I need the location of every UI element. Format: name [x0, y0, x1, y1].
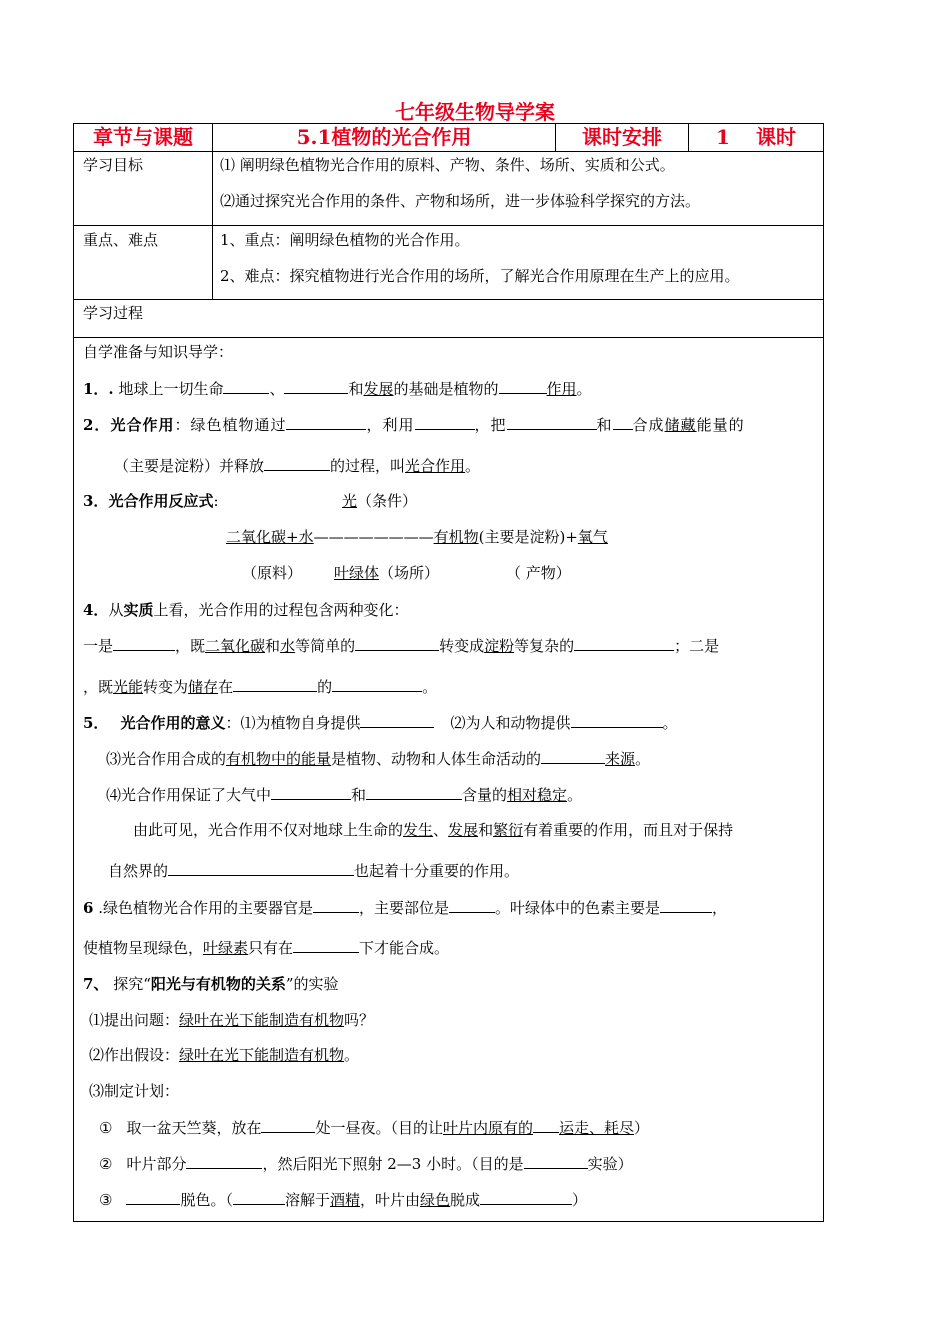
q7-underlined: 绿叶在光下能制造有机物 [179, 1011, 345, 1029]
place-label: （场所） [379, 564, 440, 582]
q5-text: 是植物、动物和人体生命活动的 [331, 750, 542, 768]
question-5 [83, 712, 678, 733]
q4-text: 。 [422, 678, 438, 696]
blank [524, 1153, 588, 1169]
intro-text: 自学准备与知识导学： [83, 343, 234, 361]
question-number: 2． [83, 416, 111, 434]
blank [499, 378, 547, 394]
focus-item: 1、重点：阐明绿色植物的光合作用。 [220, 231, 470, 249]
q1-underlined: 发展 [363, 380, 394, 398]
q6-text: 。叶绿体中的色素主要是 [495, 899, 661, 917]
q7-underlined: 运走、耗尽 [559, 1119, 635, 1137]
question-number: 4． [83, 601, 109, 619]
q6-underlined: 叶绿素 [203, 939, 249, 957]
q7-text: ） [572, 1191, 588, 1209]
q7-step-2 [89, 1045, 359, 1065]
blank [332, 676, 422, 692]
q4-underlined: 二氧化碳 [205, 637, 266, 655]
objectives-label: 学习目标 [83, 156, 144, 174]
blank [223, 378, 269, 394]
q4-text: 和 [265, 637, 281, 655]
q5-underlined: 发展 [448, 821, 479, 839]
equation-product: 氧气 [577, 528, 608, 546]
q5-underlined: 发生 [403, 821, 434, 839]
header-row [74, 124, 823, 152]
blank [313, 897, 359, 913]
question-3 [83, 491, 219, 511]
periods-value [689, 124, 823, 151]
question-1 [83, 378, 592, 399]
equation-text: (主要是淀粉)+ [478, 528, 578, 546]
q2-title: 光合作用 [110, 416, 175, 434]
q4-text: ；二是 [674, 637, 720, 655]
blank [449, 897, 495, 913]
q4-text: ，既 [175, 637, 206, 655]
question-2-line2 [114, 455, 480, 476]
question-number: 3． [83, 492, 109, 510]
question-4 [83, 600, 408, 620]
blank [261, 1117, 315, 1133]
blank [533, 1117, 559, 1133]
q2-text: 的过程，叫 [330, 457, 406, 475]
question-number: 1．. [83, 380, 114, 398]
q5-text: 。 [662, 714, 678, 732]
q2-text: 。 [465, 457, 481, 475]
blank [293, 937, 359, 953]
q6-text: ，主要部位是 [358, 899, 449, 917]
condition-label: （条件） [357, 492, 418, 510]
q7-text: 吗？ [344, 1011, 375, 1029]
q4-text: 从 [108, 601, 124, 619]
q1-text: 地球上一切生命 [113, 380, 224, 398]
blank [574, 635, 674, 651]
question-2 [83, 414, 745, 435]
q5-underlined: 相对稳定 [507, 786, 568, 804]
row-divider [74, 299, 823, 300]
q5-text: 和 [351, 786, 367, 804]
q6-text: 使植物呈现绿色， [83, 939, 204, 957]
q5-text: 也起着十分重要的作用。 [354, 862, 520, 880]
blank [366, 784, 462, 800]
place-chloroplast: 叶绿体 [334, 564, 380, 582]
condition-light: 光 [342, 492, 358, 510]
q7-text: ，然后阳光下照射 2—3 小时。（目的是 [262, 1155, 524, 1173]
q7-step-3: ⑶制定计划： [89, 1082, 180, 1100]
q4-text: 转变为 [143, 678, 189, 696]
reaction-equation [226, 527, 608, 547]
document-title: 七年级生物导学案 [395, 100, 555, 124]
header-divider [212, 124, 213, 151]
q7-underlined: 酒精 [329, 1191, 360, 1209]
question-7 [83, 974, 339, 994]
plan-number: ② [99, 1155, 113, 1173]
row-divider [74, 225, 823, 226]
focus-label: 重点、难点 [83, 231, 159, 249]
q5-text: 含量的 [462, 786, 508, 804]
q1-text: 的基础是植物的 [393, 380, 499, 398]
q7-text: ） [634, 1119, 650, 1137]
schedule-label: 课时安排 [582, 125, 662, 149]
blank [284, 378, 348, 394]
question-4-line3 [83, 676, 437, 697]
q2-text: ，把 [474, 416, 507, 434]
q7-text: ⑵作出假设： [89, 1046, 180, 1064]
q7-text: 溶解于 [284, 1191, 330, 1209]
question-number: 7、 [83, 975, 109, 993]
q7-text: 取一盆天竺葵，放在 [126, 1119, 262, 1137]
q2-text: 能量的 [696, 416, 745, 434]
q6-text: 只有在 [248, 939, 294, 957]
q7-text: 探究“ [108, 975, 151, 993]
q5-text: 。 [567, 786, 583, 804]
q1-text: 和 [348, 380, 364, 398]
q4-text: 一是 [83, 637, 114, 655]
q7-plan-1 [99, 1117, 649, 1138]
q5-underlined: 来源 [605, 750, 636, 768]
q5-underlined: 有机物中的能量 [226, 750, 332, 768]
q2-text: 合成 [632, 416, 665, 434]
q7-text: 叶片部分 [126, 1155, 187, 1173]
blank [360, 712, 434, 728]
q2-text: ，利用 [366, 416, 415, 434]
q4-underlined: 淀粉 [484, 637, 515, 655]
q5-text: ⑵为人和动物提供 [450, 714, 571, 732]
question-number: 6 [83, 899, 94, 917]
q4-underlined: 光能 [113, 678, 144, 696]
focus-item: 2、难点：探究植物进行光合作用的场所，了解光合作用原理在生产上的应用。 [220, 267, 740, 285]
q2-text: 绿色植物通过 [190, 416, 287, 434]
blank [126, 1189, 180, 1205]
reaction-raw-label: （原料） [242, 564, 303, 582]
blank [168, 860, 354, 876]
blank [271, 784, 351, 800]
question-5-line3 [106, 784, 582, 805]
question-5-line5 [108, 860, 519, 881]
periods-number: 1 [716, 125, 730, 149]
plan-number: ③ [99, 1191, 113, 1209]
q7-text: 脱色。（ [180, 1191, 233, 1209]
q4-text: 上看，光合作用的过程包含两种变化： [153, 601, 409, 619]
q4-underlined: 水 [280, 637, 296, 655]
blank [233, 676, 317, 692]
q7-underlined: 绿叶在光下能制造有机物 [179, 1046, 345, 1064]
process-label: 学习过程 [83, 304, 144, 322]
equation-reactants: 二氧化碳+水 [226, 528, 314, 546]
worksheet-table [73, 123, 824, 1222]
q7-text: 处一昼夜。（目的让 [315, 1119, 443, 1137]
q4-text: ，既 [83, 678, 114, 696]
blank [415, 414, 475, 430]
blank [480, 1189, 572, 1205]
q4-text: 等复杂的 [514, 637, 575, 655]
question-5-line2 [106, 748, 650, 769]
question-5-line4 [133, 820, 733, 840]
reaction-product-label: （ 产物） [506, 564, 571, 582]
q5-text: ⑴为植物自身提供 [240, 714, 361, 732]
q7-step-1 [89, 1010, 374, 1030]
q7-text: ”的实验 [285, 975, 339, 993]
q4-text: 的 [317, 678, 333, 696]
question-6 [83, 897, 727, 918]
question-number: 5． [83, 714, 109, 732]
equation-product: 有机物 [433, 528, 479, 546]
plan-number: ① [99, 1119, 113, 1137]
blank [286, 414, 366, 430]
reaction-place [334, 563, 439, 583]
blank [355, 635, 439, 651]
blank [186, 1153, 262, 1169]
q5-text: 、 [433, 821, 449, 839]
q6-text: 下才能合成。 [359, 939, 450, 957]
q5-text: 。 [635, 750, 651, 768]
q5-text: 和 [478, 821, 494, 839]
blank [233, 1189, 285, 1205]
q4-underlined: 储存 [188, 678, 219, 696]
q1-text: 、 [269, 380, 285, 398]
q6-text: ， [712, 899, 728, 917]
blank [113, 635, 175, 651]
q5-text: ： [225, 714, 241, 732]
q3-title: 光合作用反应式 [108, 492, 214, 510]
q5-underlined: 繁衍 [493, 821, 524, 839]
q7-underlined: 叶片内原有的 [442, 1119, 533, 1137]
q7-underlined: 绿色 [420, 1191, 451, 1209]
q6-text: .绿色植物光合作用的主要器官是 [93, 899, 313, 917]
question-4-line2 [83, 635, 719, 656]
q5-text: 自然界的 [108, 862, 169, 880]
q2-text: ： [174, 416, 191, 434]
blank [660, 897, 712, 913]
q5-text: ⑷光合作用保证了大气中 [106, 786, 272, 804]
blank [571, 712, 663, 728]
q2-text: （主要是淀粉）并释放 [114, 457, 265, 475]
q4-text: 在 [218, 678, 234, 696]
q7-text: ，叶片由 [360, 1191, 421, 1209]
header-divider [688, 124, 689, 151]
q7-text: 脱成 [450, 1191, 481, 1209]
reaction-condition [342, 491, 417, 511]
equation-arrow: ———————— [313, 528, 434, 546]
q1-text: 。 [576, 380, 592, 398]
q4-bold: 实质 [123, 601, 154, 619]
objective-item: ⑵通过探究光合作用的条件、产物和场所，进一步体验科学探究的方法。 [220, 192, 701, 210]
objective-item: ⑴ 阐明绿色植物光合作用的原料、产物、条件、场所、实质和公式。 [220, 156, 675, 174]
q7-text: 。 [344, 1046, 360, 1064]
blank [541, 748, 605, 764]
q7-bold: 阳光与有机物的关系 [150, 975, 286, 993]
periods-unit: 课时 [755, 125, 796, 149]
q7-plan-3 [99, 1189, 587, 1210]
q5-text: 有着重要的作用，而且对于保持 [523, 821, 734, 839]
header-divider [555, 124, 556, 151]
q4-text: 等简单的 [295, 637, 356, 655]
q2-text: 和 [596, 416, 613, 434]
q7-text: 实验） [587, 1155, 633, 1173]
topic-title: 5.1植物的光合作用 [296, 125, 472, 149]
q1-underlined: 作用 [546, 380, 577, 398]
q5-title: 光合作用的意义 [120, 714, 226, 732]
blank [613, 414, 633, 430]
q4-text: 转变成 [439, 637, 485, 655]
chapter-label: 章节与课题 [93, 125, 193, 149]
q2-underlined: 光合作用 [405, 457, 466, 475]
question-6-line2 [83, 937, 449, 958]
blank [264, 455, 330, 471]
q2-underlined: 储藏 [664, 416, 697, 434]
q5-text: ⑶光合作用合成的 [106, 750, 227, 768]
q5-text: 由此可见，光合作用不仅对地球上生命的 [133, 821, 404, 839]
q7-plan-2 [99, 1153, 633, 1174]
blank [507, 414, 597, 430]
row-divider [74, 337, 823, 338]
q3-text: : [213, 492, 219, 510]
q7-text: ⑴提出问题： [89, 1011, 180, 1029]
